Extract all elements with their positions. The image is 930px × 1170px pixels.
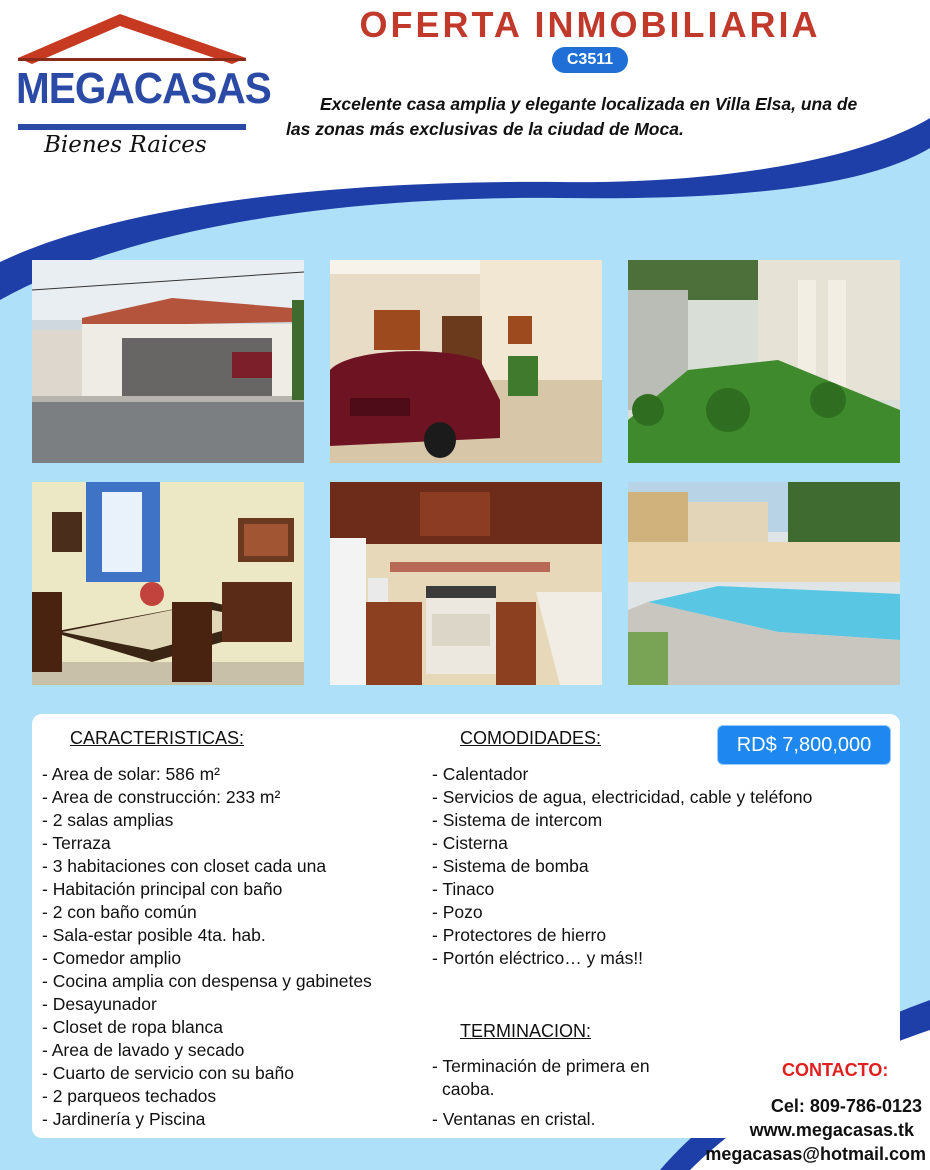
intro-text: Excelente casa amplia y elegante localizada en Villa Elsa, una de las zonas más exclusivas de la ciudad de Moca. [286, 94, 858, 139]
list-item: - Area de lavado y secado [42, 1040, 245, 1060]
page-title: OFERTA INMOBILIARIA [359, 4, 821, 45]
list-item-text: Area de solar: 586 m² [51, 764, 221, 784]
list-item: - Servicios de agua, electricidad, cable y teléfono [432, 787, 813, 807]
list-item-text: Cocina amplia con despensa y gabinetes [52, 971, 372, 991]
garage-car-photo [330, 260, 602, 463]
list-item: - Protectores de hierro [432, 925, 607, 945]
list-item-text: 2 con baño común [52, 902, 197, 922]
list-item-text: Ventanas en cristal. [442, 1109, 596, 1129]
list-item-text: Cisterna [442, 833, 508, 853]
megacasas-logo [14, 12, 271, 162]
pool-photo [628, 482, 900, 685]
list-item-text: Desayunador [52, 994, 157, 1014]
caracteristicas-list [42, 763, 372, 1131]
list-item-text: Sala-estar posible 4ta. hab. [52, 925, 266, 945]
list-item: - Sistema de intercom [432, 810, 603, 830]
logo-tagline: Bienes Raices [44, 132, 207, 158]
property-code-badge: C3511 [552, 47, 628, 73]
list-item-text: Jardinería y Piscina [52, 1109, 206, 1129]
list-item-text: Protectores de hierro [442, 925, 607, 945]
list-item: - Tinaco [432, 879, 495, 899]
list-item-text: Comedor amplio [52, 948, 182, 968]
list-item: - Comedor amplio [42, 948, 182, 968]
list-item-text: caoba. [442, 1079, 495, 1099]
list-item-text: Portón eléctrico… y más!! [442, 948, 644, 968]
list-item: - Portón eléctrico… y más!! [432, 948, 644, 968]
contact-label: CONTACTO: [782, 1060, 889, 1080]
list-item-text: 3 habitaciones con closet cada una [52, 856, 327, 876]
list-item-text: Terraza [52, 833, 111, 853]
list-item: - Area de construcción: 233 m² [42, 787, 281, 807]
list-item: - Closet de ropa blanca [42, 1017, 223, 1037]
list-item: - Calentador [432, 764, 529, 784]
list-item: - 2 con baño común [42, 902, 197, 922]
list-item: - Sistema de bomba [432, 856, 589, 876]
list-item: - Pozo [432, 902, 483, 922]
logo-brand: MEGACASAS [16, 64, 271, 113]
list-item-text: Pozo [442, 902, 483, 922]
comodidades-list [432, 763, 812, 970]
list-item: - 2 salas amplias [42, 810, 174, 830]
list-item-text: Sistema de intercom [442, 810, 603, 830]
list-item-text: Terminación de primera en [442, 1056, 650, 1076]
list-item: - Desayunador [42, 994, 157, 1014]
garden-photo [628, 260, 900, 463]
list-item-text: Tinaco [442, 879, 495, 899]
list-item-text: Cuarto de servicio con su baño [52, 1063, 294, 1083]
list-item: - Ventanas en cristal. [432, 1109, 596, 1129]
list-item-text: Sistema de bomba [442, 856, 589, 876]
list-item-text: 2 salas amplias [52, 810, 174, 830]
list-item-text: Area de construcción: 233 m² [51, 787, 281, 807]
list-item-text: Area de lavado y secado [51, 1040, 245, 1060]
list-item-text: Calentador [442, 764, 529, 784]
list-item: - 2 parqueos techados [42, 1086, 217, 1106]
contact-email[interactable]: megacasas@hotmail.com [705, 1144, 926, 1164]
list-item: - Area de solar: 586 m² [42, 764, 221, 784]
list-item: - Sala-estar posible 4ta. hab. [42, 925, 266, 945]
list-item: - 3 habitaciones con closet cada una [42, 856, 327, 876]
terminacion-heading: TERMINACION: [460, 1021, 592, 1041]
contact-website[interactable]: www.megacasas.tk [749, 1120, 914, 1140]
list-item: - Cuarto de servicio con su baño [42, 1063, 294, 1083]
caracteristicas-heading: CARACTERISTICAS: [70, 728, 245, 748]
list-item-text: Servicios de agua, electricidad, cable y teléfono [442, 787, 813, 807]
list-item: - Terraza [42, 833, 111, 853]
dining-room-photo [32, 482, 304, 685]
comodidades-heading: COMODIDADES: [460, 728, 602, 748]
list-item: - Terminación de primera en [432, 1056, 650, 1076]
list-item: - Cocina amplia con despensa y gabinetes [42, 971, 372, 991]
list-item-text: Closet de ropa blanca [52, 1017, 223, 1037]
list-item-continuation [432, 1078, 650, 1101]
list-item: - Habitación principal con baño [42, 879, 283, 899]
terminacion-list [432, 1055, 650, 1131]
list-item: - Jardinería y Piscina [42, 1109, 206, 1129]
contact-phone: Cel: 809-786-0123 [770, 1096, 922, 1116]
list-item-text: 2 parqueos techados [52, 1086, 217, 1106]
list-item-text: Habitación principal con baño [52, 879, 283, 899]
list-item: - Cisterna [432, 833, 508, 853]
price-badge: RD$ 7,800,000 [718, 726, 890, 764]
kitchen-photo [330, 482, 602, 685]
house-front-photo [32, 260, 304, 463]
